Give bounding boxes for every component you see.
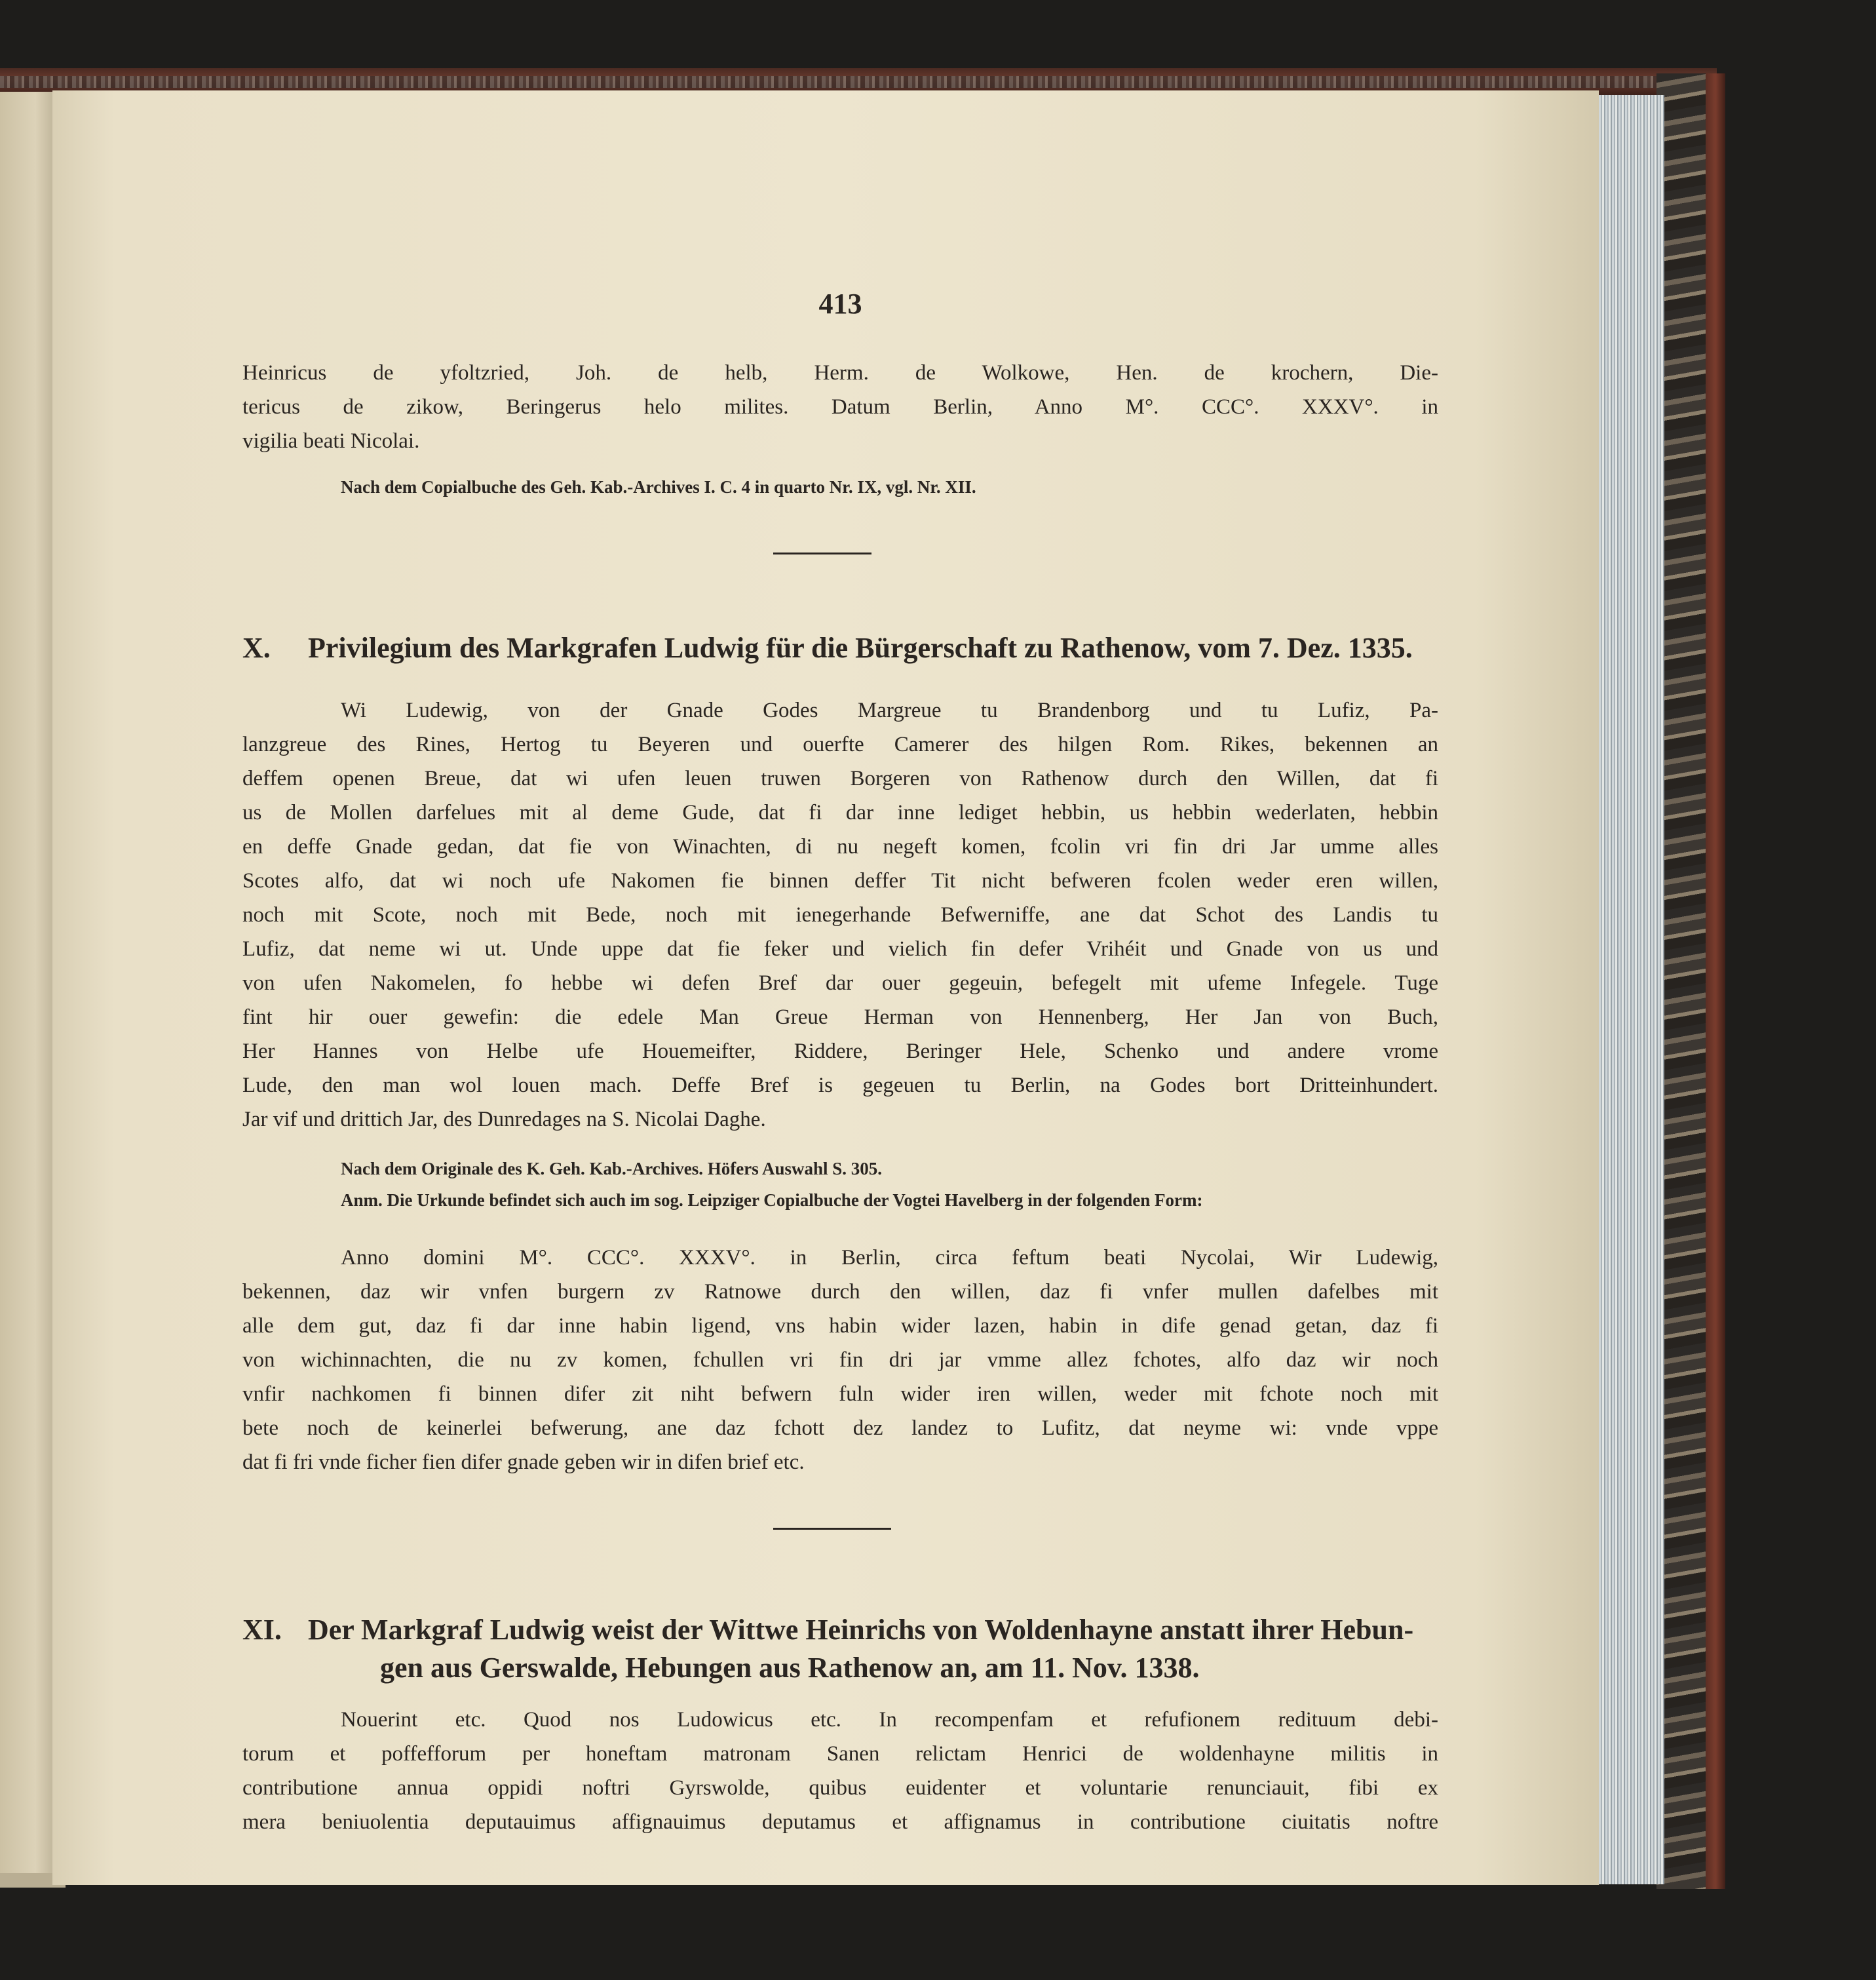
text-line: dat fi fri vnde ficher fien difer gnade geben wir in difen brief etc. <box>242 1450 805 1474</box>
book-page <box>52 90 1599 1885</box>
text-line: Nouerint etc. Quod nos Ludowicus etc. In recompenfam et refufionem redituum debi- <box>341 1708 1438 1732</box>
section-x-heading <box>242 631 1438 665</box>
section-title: Der Markgraf Ludwig weist der Wittwe Heinrichs von Woldenhayne anstatt ihrer Hebun- <box>308 1614 1414 1646</box>
section-title-line: gen aus Gerswalde, Hebungen aus Rathenow an, am 11. Nov. 1338. <box>380 1652 1200 1684</box>
text-line: torum et poffefforum per honeftam matronam Sanen relictam Henrici de woldenhayne militis in <box>242 1742 1438 1766</box>
section-divider <box>773 1528 891 1530</box>
book-cover-right-edge <box>1656 73 1725 1889</box>
text-line: en deffe Gnade gedan, dat fie von Winachten, di nu negeft komen, fcolin vri fin dri Jar umme alles <box>242 835 1438 859</box>
section-divider <box>773 553 871 554</box>
intro-paragraph <box>242 356 1438 458</box>
text-line: us de Mollen darfelues mit al deme Gude, dat fi dar inne lediget hebbin, us hebbin wederlaten, hebbin <box>242 801 1438 825</box>
section-number: XI. <box>242 1614 282 1646</box>
text-line: deffem openen Breue, dat wi ufen leuen truwen Borgeren von Rathenow durch den Willen, dat fi <box>242 767 1438 790</box>
text-line: tericus de zikow, Beringerus helo milites. Datum Berlin, Anno M°. CCC°. XXXV°. in <box>242 395 1438 419</box>
source-note: Nach dem Copialbuche des Geh. Kab.-Archives I. C. 4 in quarto Nr. IX, vgl. Nr. XII. <box>341 477 976 497</box>
annotation-note: Anm. Die Urkunde befindet sich auch im sog. Leipziger Copialbuche der Vogtei Havelberg in der folgenden Form: <box>341 1190 1203 1210</box>
text-line: mera beniuolentia deputauimus affignauimus deputamus et affignamus in contributione ciuitatis noftre <box>242 1810 1438 1834</box>
section-xi-text <box>242 1703 1438 1839</box>
source-note: Nach dem Originale des K. Geh. Kab.-Archives. Höfers Auswahl S. 305. <box>341 1159 883 1178</box>
text-line: lanzgreue des Rines, Hertog tu Beyeren und ouerfte Camerer des hilgen Rom. Rikes, bekennen an <box>242 733 1438 756</box>
text-line: von wichinnachten, die nu zv komen, fchullen vri fin dri jar vmme allez fchotes, alfo daz wir noch <box>242 1348 1438 1372</box>
page-number: 413 <box>818 288 862 320</box>
section-x-text <box>242 693 1438 1136</box>
text-line: von ufen Nakomelen, fo hebbe wi defen Bref dar ouer gegeuin, befegelt mit ufeme Infegele. Tuge <box>242 971 1438 995</box>
text-line: Her Hannes von Helbe ufe Houemeifter, Riddere, Beringer Hele, Schenko und andere vrome <box>242 1039 1438 1063</box>
text-line: Lufiz, dat neme wi ut. Unde uppe dat fie feker und vielich fin defer Vrihéit und Gnade von us und <box>242 937 1438 961</box>
text-line: contributione annua oppidi noftri Gyrswolde, quibus euidenter et voluntarie renunciauit, fibi ex <box>242 1776 1438 1800</box>
section-xi-heading <box>242 1611 1438 1687</box>
text-line: Heinricus de yfoltzried, Joh. de helb, Herm. de Wolkowe, Hen. de krochern, Die- <box>242 361 1438 385</box>
section-number: X. <box>242 632 271 664</box>
text-line: noch mit Scote, noch mit Bede, noch mit ienegerhande Befwerniffe, ane dat Schot des Landis tu <box>242 903 1438 927</box>
page-stack-edges <box>1592 95 1664 1884</box>
text-line: Jar vif und drittich Jar, des Dunredages na S. Nicolai Daghe. <box>242 1108 766 1131</box>
text-line: Wi Ludewig, von der Gnade Godes Margreue tu Brandenborg und tu Lufiz, Pa- <box>341 699 1438 722</box>
text-line: bete noch de keinerlei befwerung, ane daz fchott dez landez to Lufitz, dat neyme wi: vnde vppe <box>242 1416 1438 1440</box>
section-title: Privilegium des Markgrafen Ludwig für die Bürgerschaft zu Rathenow, vom 7. Dez. 1335. <box>308 632 1413 664</box>
text-line: Lude, den man wol louen mach. Deffe Bref is gegeuen tu Berlin, na Godes bort Dritteinhundert. <box>242 1074 1438 1097</box>
text-line: vigilia beati Nicolai. <box>242 429 420 453</box>
text-line: fint hir ouer gewefin: die edele Man Greue Herman von Hennenberg, Her Jan von Buch, <box>242 1005 1438 1029</box>
text-line: Anno domini M°. CCC°. XXXV°. in Berlin, circa feftum beati Nycolai, Wir Ludewig, <box>341 1246 1438 1270</box>
text-line: alle dem gut, daz fi dar inne habin ligend, vns habin wider lazen, habin in dife genad getan, daz fi <box>242 1314 1438 1338</box>
text-line: vnfir nachkomen fi binnen difer zit niht befwern fuln wider iren willen, weder mit fchote noch mit <box>242 1382 1438 1406</box>
left-page-edge <box>0 92 59 1874</box>
section-title-line <box>242 1611 1438 1649</box>
text-line: bekennen, daz wir vnfen burgern zv Ratnowe durch den willen, daz fi vnfer mullen dafelbes mit <box>242 1280 1438 1304</box>
text-line: Scotes alfo, dat wi noch ufe Nakomen fie binnen deffer Tit nicht befweren fcolen weder eren willen, <box>242 869 1438 893</box>
section-x-variant-text <box>242 1241 1438 1479</box>
